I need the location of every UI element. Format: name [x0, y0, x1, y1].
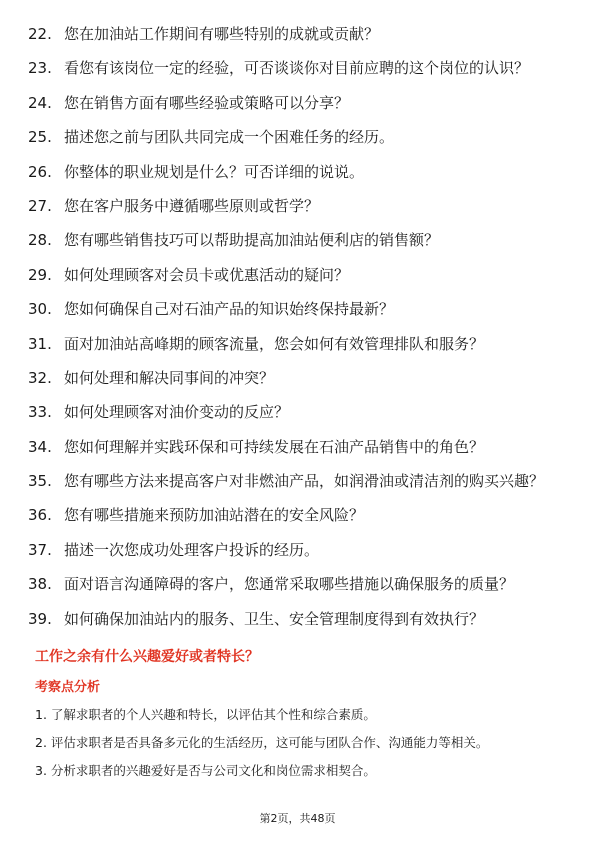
question-number: 35. — [28, 472, 52, 491]
question-item — [28, 505, 573, 525]
analysis-point: 3. 分析求职者的兴趣爱好是否与公司文化和岗位需求相契合。 — [35, 763, 376, 778]
question-item — [28, 265, 573, 285]
question-number: 31. — [28, 334, 52, 353]
analysis-point: 2. 评估求职者是否具备多元化的生活经历，这可能与团队合作、沟通能力等相关。 — [35, 735, 489, 750]
question-number: 22. — [28, 25, 52, 43]
analysis-points — [35, 706, 575, 790]
question-text: 如何处理顾客对油价变动的反应？ — [64, 403, 290, 422]
question-text: 您在客户服务中遵循哪些原则或哲学？ — [64, 196, 320, 215]
question-text: 如何确保加油站内的服务、卫生、安全管理制度得到有效执行？ — [64, 609, 485, 628]
question-text: 面对加油站高峰期的顾客流量，您会如何有效管理排队和服务？ — [64, 334, 485, 353]
question-item — [28, 127, 573, 147]
question-text: 您如何理解并实践环保和可持续发展在石油产品销售中的角色？ — [64, 437, 485, 456]
question-text: 描述一次您成功处理客户投诉的经历。 — [64, 540, 320, 559]
question-text: 您有哪些方法来提高客户对非燃油产品，如润滑油或清洁剂的购买兴趣？ — [64, 472, 545, 491]
analysis-point: 1. 了解求职者的个人兴趣和特长，以评估其个性和综合素质。 — [35, 707, 376, 722]
question-text: 您有哪些措施来预防加油站潜在的安全风险？ — [64, 506, 365, 525]
page-number: 第2页，共48页 — [259, 812, 336, 825]
section-title: 工作之余有什么兴趣爱好或者特长？ — [35, 649, 259, 665]
question-number: 37. — [28, 540, 52, 559]
question-text: 面对语言沟通障碍的客户，您通常采取哪些措施以确保服务的质量？ — [64, 575, 515, 594]
question-item — [28, 93, 573, 113]
question-text: 您在加油站工作期间有哪些特别的成就或贡献？ — [64, 25, 380, 43]
question-text: 看您有该岗位一定的经验，可否谈谈你对目前应聘的这个岗位的认识？ — [64, 59, 530, 78]
question-number: 32. — [28, 368, 52, 387]
analysis-subtitle: 考察点分析 — [35, 680, 101, 695]
question-item — [28, 230, 573, 250]
question-number: 26. — [28, 162, 52, 181]
question-item — [28, 334, 573, 354]
question-number: 29. — [28, 265, 52, 284]
question-list — [28, 24, 573, 643]
question-text: 如何处理顾客对会员卡或优惠活动的疑问？ — [64, 265, 350, 284]
question-item — [28, 299, 573, 319]
question-number: 38. — [28, 575, 52, 594]
question-item — [28, 162, 573, 182]
question-number: 27. — [28, 196, 52, 215]
question-item — [28, 471, 573, 491]
question-item — [28, 609, 573, 629]
question-text: 你整体的职业规划是什么？可否详细的说说。 — [64, 162, 365, 181]
question-number: 33. — [28, 403, 52, 422]
question-number: 25. — [28, 128, 52, 147]
question-number: 34. — [28, 437, 52, 456]
question-item — [28, 196, 573, 216]
question-item — [28, 24, 573, 44]
question-text: 如何处理和解决同事间的冲突？ — [64, 368, 275, 387]
question-number: 23. — [28, 59, 52, 78]
question-number: 36. — [28, 506, 52, 525]
question-number: 30. — [28, 300, 52, 319]
question-item — [28, 402, 573, 422]
question-item — [28, 437, 573, 457]
question-item — [28, 368, 573, 388]
question-item — [28, 540, 573, 560]
question-text: 您在销售方面有哪些经验或策略可以分享？ — [64, 93, 350, 112]
question-number: 24. — [28, 93, 52, 112]
question-number: 39. — [28, 609, 52, 628]
question-text: 您如何确保自己对石油产品的知识始终保持最新？ — [64, 300, 395, 319]
question-text: 描述您之前与团队共同完成一个困难任务的经历。 — [64, 128, 395, 147]
question-item — [28, 58, 573, 78]
question-item — [28, 574, 573, 594]
question-text: 您有哪些销售技巧可以帮助提高加油站便利店的销售额？ — [64, 231, 440, 250]
question-number: 28. — [28, 231, 52, 250]
